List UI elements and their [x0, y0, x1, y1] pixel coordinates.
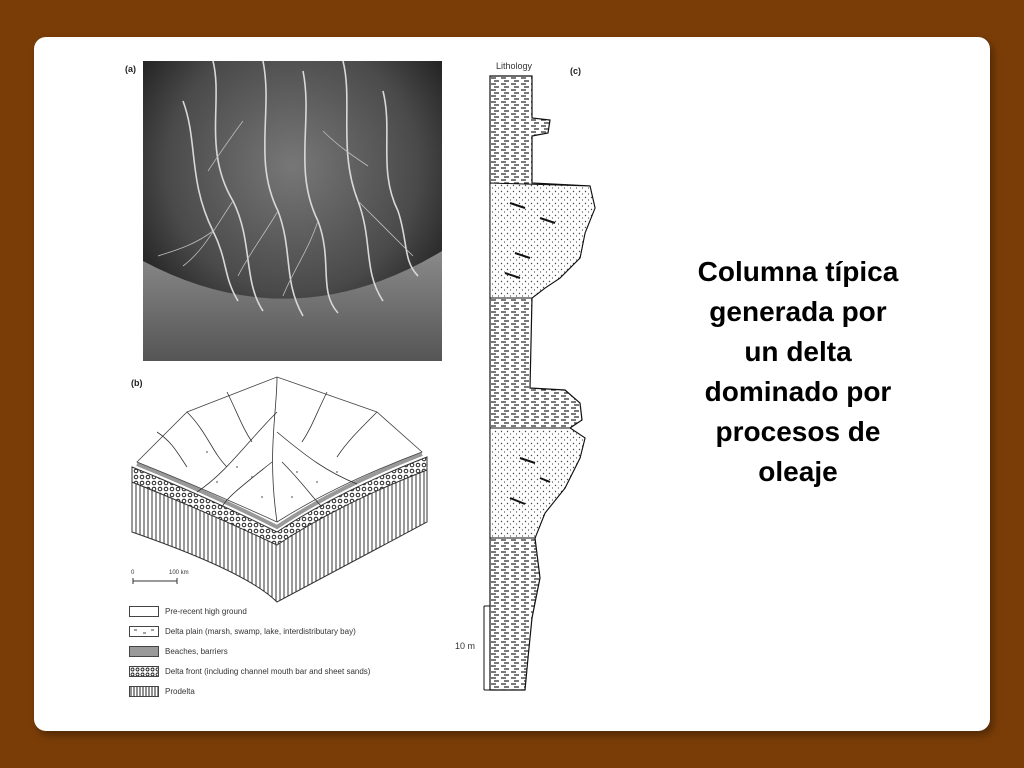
grey-swatch: [129, 646, 159, 657]
legend-label: Prodelta: [165, 687, 195, 696]
legend-label: Beaches, barriers: [165, 647, 228, 656]
thickness-scale-label: 10 m: [455, 641, 476, 651]
caption-line: generada por: [709, 296, 887, 327]
dashed-swatch: [129, 626, 159, 637]
blank-swatch: [129, 606, 159, 617]
caption-line: un delta: [744, 336, 852, 367]
slide-caption: [670, 252, 926, 492]
caption-line: dominado por: [704, 376, 892, 407]
diagram-legend: [127, 604, 457, 704]
lithology-column: [470, 58, 610, 698]
caption-line: oleaje: [758, 456, 838, 487]
lithology-title: Lithology: [496, 61, 533, 71]
vertical-lines-swatch: [129, 686, 159, 697]
legend-label: Delta plain (marsh, swamp, lake, interdistributary bay): [165, 627, 356, 636]
scale-km: 100 km: [169, 570, 189, 576]
caption-line: Columna típica: [697, 256, 899, 287]
figure-label-a: (a): [125, 64, 136, 74]
legend-label: Delta front (including channel mouth bar and sheet sands): [165, 667, 371, 676]
circles-swatch: [129, 666, 159, 677]
figure-label-b: (b): [131, 378, 143, 388]
delta-block-diagram: [127, 372, 447, 612]
figure-label-c: (c): [570, 66, 581, 76]
scale-zero: 0: [131, 570, 135, 576]
caption-line: procesos de: [715, 416, 881, 447]
legend-label: Pre-recent high ground: [165, 607, 247, 616]
delta-satellite-photo: [143, 61, 442, 361]
